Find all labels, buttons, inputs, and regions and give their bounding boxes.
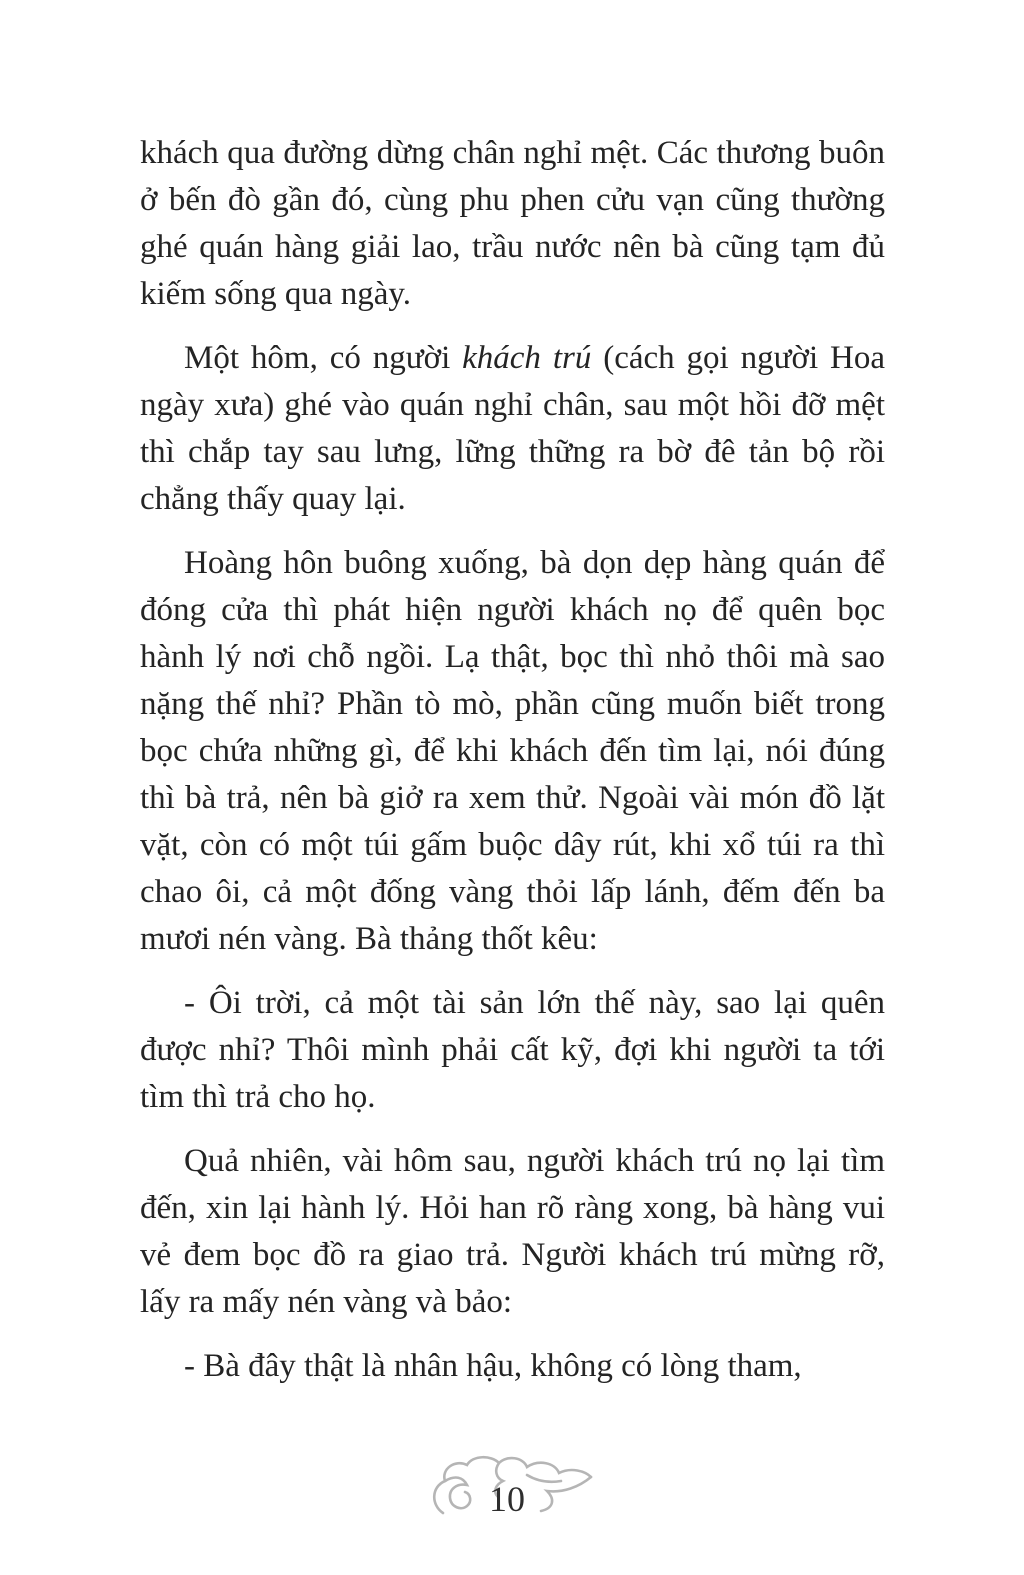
paragraph-text: Hoàng hôn buông xuống, bà dọn dẹp hàng quán để đóng cửa thì phát hiện người khách nọ để quên bọc hành lý nơi chỗ ngồi. Lạ thật, bọc thì nhỏ thôi mà sao nặng thế nhỉ? Phần tò mò, phần cũng muốn biết trong bọc chứa những gì, để khi khách đến tìm lại, nói đúng thì bà trả, nên bà giở ra xem thử. Ngoài vài món đồ lặt vặt, còn có một túi gấm buộc dây rút, khi xổ túi ra thì chao ôi, cả một đống vàng thỏi lấp lánh, đếm đến ba mươi nén vàng. Bà thảng thốt kêu: <box>140 545 885 957</box>
paragraph-text: - Bà đây thật là nhân hậu, không có lòng tham, <box>184 1348 802 1384</box>
footer-ornament <box>427 1455 597 1533</box>
page-footer <box>0 1455 1024 1533</box>
paragraph-text: Một hôm, có người <box>184 340 463 376</box>
paragraph <box>140 1343 885 1390</box>
paragraph <box>140 130 885 318</box>
paragraph-text: khách qua đường dừng chân nghỉ mệt. Các thương buôn ở bến đò gần đó, cùng phu phen cửu vạn cũng thường ghé quán hàng giải lao, trầu nước nên bà cũng tạm đủ kiếm sống qua ngày. <box>140 135 885 312</box>
paragraph-text: Quả nhiên, vài hôm sau, người khách trú nọ lại tìm đến, xin lại hành lý. Hỏi han rõ ràng xong, bà hàng vui vẻ đem bọc đồ ra giao trả. Người khách trú mừng rỡ, lấy ra mấy nén vàng và bảo: <box>140 1143 885 1320</box>
paragraph-text: (cách gọi người Hoa ngày xưa) ghé vào quán nghỉ chân, sau một hồi đỡ mệt thì chắp tay sau lưng, lững thững ra bờ đê tản bộ rồi chẳng thấy quay lại. <box>140 340 885 517</box>
paragraph-text: - Ôi trời, cả một tài sản lớn thế này, sao lại quên được nhỉ? Thôi mình phải cất kỹ, đợi khi người ta tới tìm thì trả cho họ. <box>140 985 885 1115</box>
page-number: 10 <box>489 1479 525 1519</box>
paragraph <box>140 1138 885 1326</box>
paragraph <box>140 540 885 963</box>
paragraph <box>140 335 885 523</box>
paragraph <box>140 980 885 1121</box>
page-text <box>140 130 885 1390</box>
paragraph-text-italic: khách trú <box>462 340 592 376</box>
